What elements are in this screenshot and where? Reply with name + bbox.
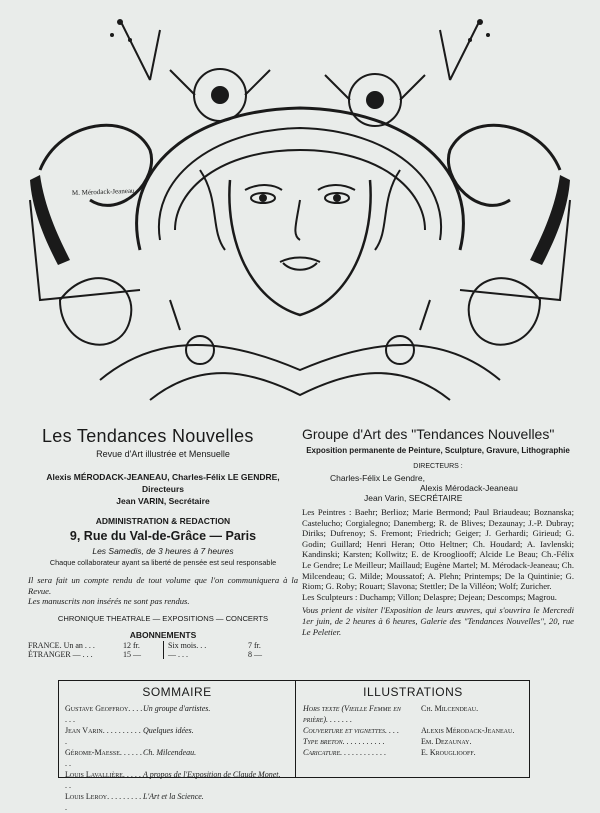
sommaire-row: [65, 769, 289, 791]
director-3: Jean Varin, SECRÉTAIRE: [364, 493, 463, 503]
sommaire-author: Jean Varin. . . . . . . . . . .: [65, 726, 141, 746]
review-subtitle: Revue d'Art illustrée et Mensuelle: [96, 449, 230, 459]
illustration-row: [303, 747, 523, 758]
subscription-six-label: Six mois. . .: [163, 641, 248, 650]
sommaire-author: Gustave Geoffroy. . . . . . .: [65, 704, 143, 724]
illustration-row: [303, 703, 523, 725]
directors-heading: DIRECTEURS :: [413, 463, 463, 470]
group-title: Groupe d'Art des "Tendances Nouvelles": [302, 426, 555, 442]
sommaire-author: Louis Leroy. . . . . . . . . .: [65, 792, 142, 812]
admin-heading: ADMINISTRATION & REDACTION: [95, 516, 231, 526]
subscription-six: 8 —: [248, 649, 262, 659]
illustration-label: Caricature. . . . . . . . . . . .: [303, 748, 387, 757]
illustration-row: [303, 736, 523, 747]
sommaire-heading: SOMMAIRE: [142, 685, 212, 699]
illustration-label: Hors texte (Vieille Femme en prière). . . . . . .: [303, 704, 401, 724]
subscription-six: 7 fr.: [248, 640, 261, 650]
sections-line: CHRONIQUE THEATRALE — EXPOSITIONS — CONCERTS: [57, 613, 269, 623]
sommaire-author: Louis Lavallière. . . . . . .: [65, 770, 141, 790]
manuscripts-note: Les manuscrits non insérés ne sont pas rendus.: [28, 596, 190, 607]
invitation: Vous prient de visiter l'Exposition de leurs œuvres, qui s'ouvrira le Mercredi 1er juin, de 2 heures à 6 heures, Galerie des "Tendances Nouvelles", 20, rue Le Peletier.: [302, 605, 574, 637]
right-column: [302, 426, 574, 637]
illustration-row: [303, 725, 523, 736]
sommaire-title: Ch. Milcendeau.: [143, 748, 197, 757]
subscription-row: [28, 641, 298, 650]
contents-divider: [295, 681, 296, 777]
sommaire-title: A propos de l'Exposition de Claude Monet.: [143, 770, 281, 779]
liberty-note: Chaque collaborateur ayant sa liberté de pensée est seul responsable: [49, 558, 277, 567]
address: 9, Rue du Val-de-Grâce — Paris: [69, 529, 257, 543]
subscription-label: ÉTRANGER — . . .: [28, 649, 93, 659]
illustration-label: Couverture et vignettes. . . .: [303, 726, 400, 735]
directors-line: Alexis MÉRODACK-JEANEAU, Charles-Félix LE GENDRE, Directeurs: [46, 472, 280, 494]
sommaire-title: Quelques idées.: [143, 726, 194, 735]
illustration-artist: Alexis Mérodack-Jeaneau.: [421, 726, 515, 735]
illustration-artist: Em. Dezaunay.: [421, 737, 472, 746]
review-title: Les Tendances Nouvelles: [42, 426, 254, 446]
subscription-row: [28, 650, 298, 659]
contents-box: [58, 680, 530, 812]
illustrations: [303, 685, 523, 758]
sculptors-list: Les Sculpteurs : Duchamp; Villon; Delaspre; Dejean; Descomps; Magrou.: [302, 591, 557, 602]
director-2: Alexis Mérodack-Jeaneau: [420, 483, 518, 493]
subscription-year: 15 —: [123, 649, 141, 659]
painters-list: Les Peintres : Baehr; Berlioz; Marie Bermond; Paul Briaudeau; Boznanska; Castelucho; Corgialegno; Danemberg; R. de Blives; Dezaunay; J.-P. Dubray; Diriks; Dufrenoy; S. Fremont; Friedrich; Geiger; J. Gerhardi; Girieud; G. Godin; Guillard; Henri Heran; Otto Heltner; Ch. Houdard; A. Iavlenski; Kandinski; Karsten; Kollwitz; E. de Kroogliooff; Alcide Le Beau; Ch.-Félix Le Gendre; Le Meilleur; Maillaud; Eugène Martel; M. Mérodack-Jeaneau; Ch. Milcendeau; G. Milde; Moussatof; A. Plehn; Printemps; De la Quintinie; G. Riom; G. Roby; Rouart; Slavona; Stettler; De la Villéon; Wolf; Zuricher.: [302, 507, 574, 592]
subscription-six-label: — . . .: [163, 650, 248, 659]
illustration-signature: M. Mérodack-Jeaneau: [71, 186, 135, 197]
illustrations-heading: ILLUSTRATIONS: [363, 685, 463, 699]
sommaire: [65, 685, 289, 813]
review-note: Il sera fait un compte rendu de tout volume que l'on communiquera à la Revue.: [28, 575, 298, 596]
sommaire-row: [65, 703, 289, 725]
sommaire-title: L'Art et la Science.: [143, 792, 204, 801]
subscription-label: FRANCE. Un an . . .: [28, 640, 95, 650]
sommaire-row: [65, 725, 289, 747]
illustration-label: Type breton. . . . . . . . . . .: [303, 737, 385, 746]
director-1: Charles-Félix Le Gendre,: [330, 473, 425, 483]
subscription-year: 12 fr.: [123, 640, 140, 650]
subscriptions-table: [28, 641, 298, 659]
sommaire-row: [65, 791, 289, 813]
sommaire-title: Un groupe d'artistes.: [143, 704, 211, 713]
illustration-artist: Ch. Milcendeau.: [421, 704, 479, 713]
hours: Les Samedis, de 3 heures à 7 heures: [92, 546, 234, 556]
left-column: [28, 426, 298, 659]
group-subtitle: Exposition permanente de Peinture, Sculpture, Gravure, Lithographie: [306, 446, 570, 455]
subscriptions-heading: ABONNEMENTS: [129, 629, 197, 640]
sommaire-row: [65, 747, 289, 769]
secretary-line: Jean VARIN, Secrétaire: [116, 496, 210, 506]
illustration-artist: E. Krougliooff.: [421, 748, 476, 757]
sommaire-author: Gérome-Maesse. . . . . . . .: [65, 748, 142, 768]
